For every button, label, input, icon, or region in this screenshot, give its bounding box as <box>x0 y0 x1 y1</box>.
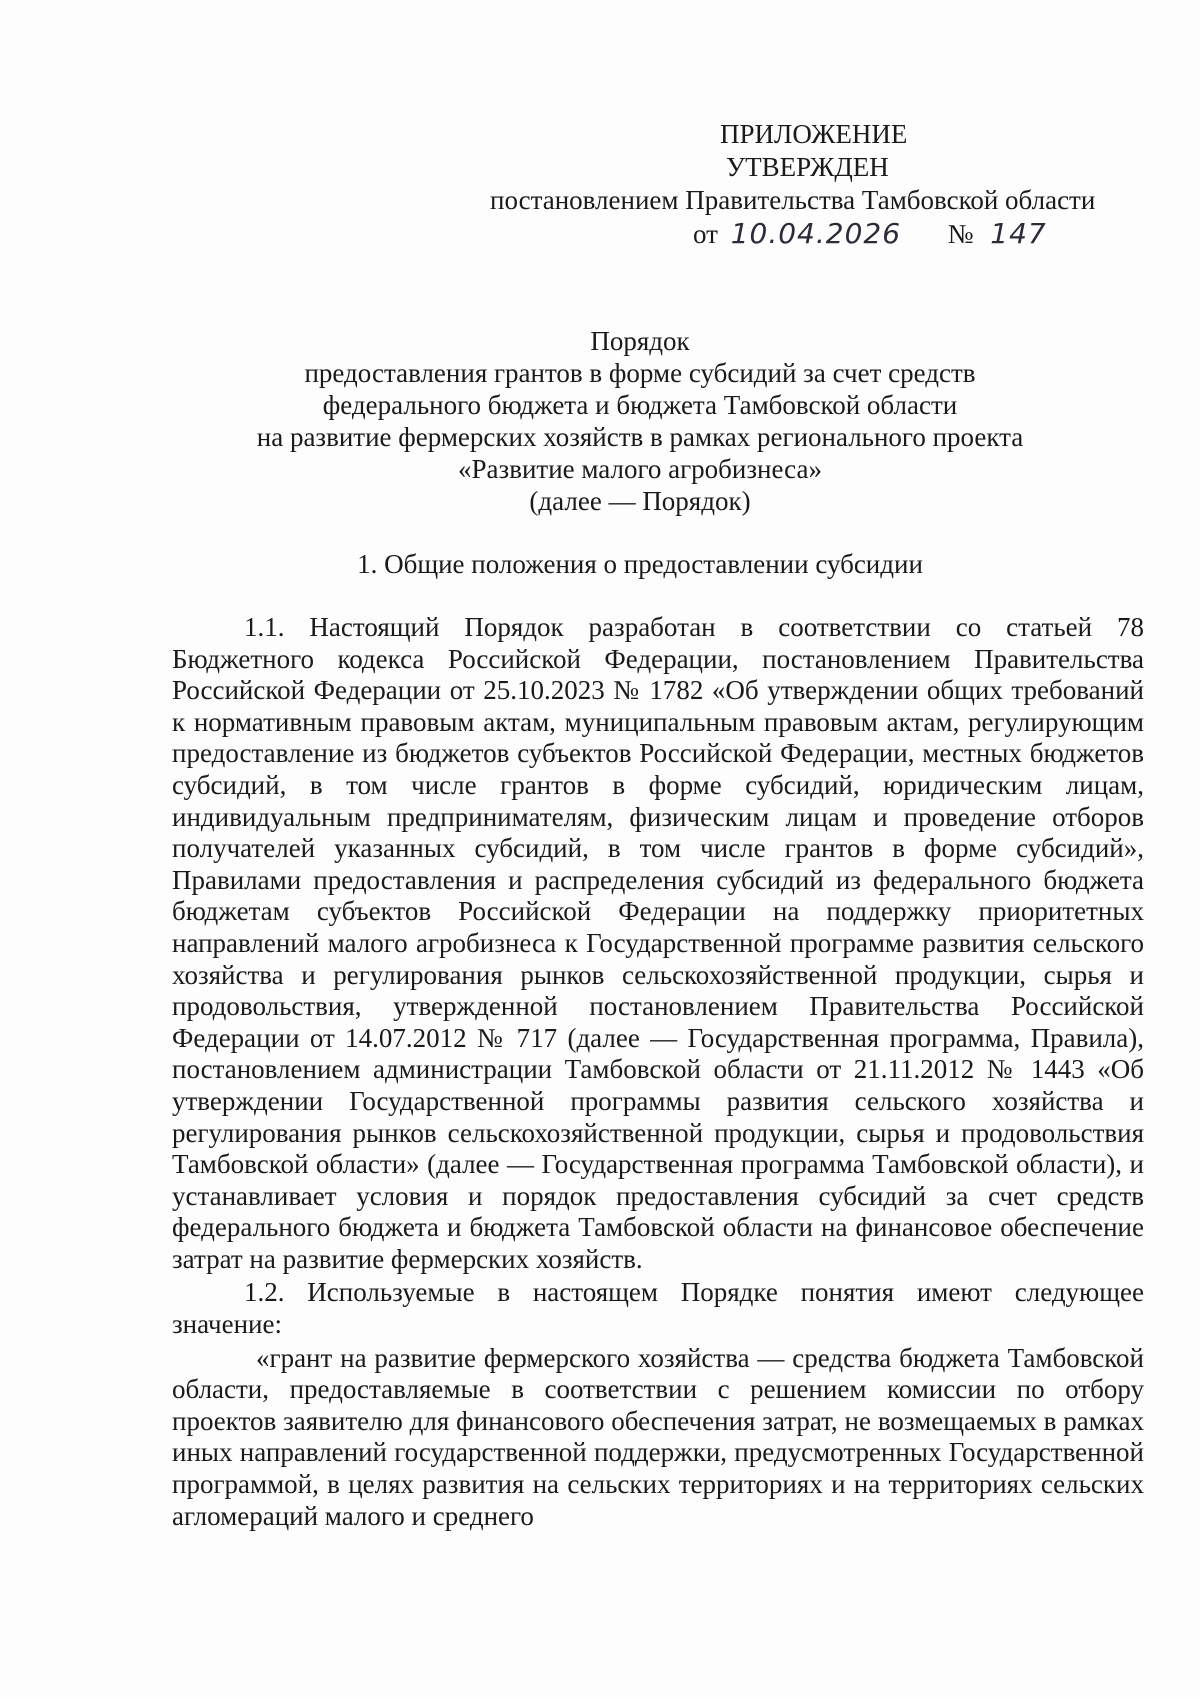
paragraph-1-1: 1.1. Настоящий Порядок разработан в соответствии со статьей 78 Бюджетного кодекса Российской Федерации, постановлением Правительства Российской Федерации от 25.10.2023 № 1782 «Об утверждении общих требований к нормативным правовым актам, муниципальным правовым актам, регулирующим предоставление из бюджетов субъектов Российской Федерации, местных бюджетов субсидий, в том числе грантов в форме субсидий, юридическим лицам, индивидуальным предпринимателям, физическим лицам и проведение отборов получателей указанных субсидий, в том числе грантов в форме субсидий», Правилами предоставления и распределения субсидий из федерального бюджета бюджетам субъектов Российской Федерации на поддержку приоритетных направлений малого агробизнеса к Государственной программе развития сельского хозяйства и регулирования рынков сельскохозяйственной продукции, сырья и продовольствия, утвержденной постановлением Правительства Российской Федерации от 14.07.2012 № 717 (далее — Государственная программа, Правила), постановлением администрации Тамбовской области от 21.11.2012 № 1443 «Об утверждении Государственной программы развития сельского хозяйства и регулирования рынков сельскохозяйственной продукции, сырья и продовольствия Тамбовской области» (далее — Государственная программа Тамбовской области), и устанавливает условия и порядок предоставления субсидий за счет средств федерального бюджета и бюджета Тамбовской области на финансовое обеспечение затрат на развитие фермерских хозяйств. <box>172 612 1144 1274</box>
approved-label: УТВЕРЖДЕН <box>726 152 889 182</box>
body-text <box>172 612 1144 1534</box>
section-heading: 1. Общие положения о предоставлении субсидии <box>357 549 923 579</box>
appendix-label: ПРИЛОЖЕНИЕ <box>720 119 908 149</box>
decree-line: постановлением Правительства Тамбовской области <box>490 185 1096 215</box>
number-label: № <box>947 219 974 249</box>
title-line-5: «Развитие малого агробизнеса» <box>458 454 822 484</box>
handwritten-number: 147 <box>990 217 1047 250</box>
date-prefix: от <box>693 219 718 249</box>
title-line-3: федерального бюджета и бюджета Тамбовской области <box>322 390 958 420</box>
approval-block <box>480 118 1130 251</box>
definition-paragraph: «грант на развитие фермерского хозяйства — средства бюджета Тамбовской области, предоставляемые в соответствии с решением комиссии по отбору проектов заявителю для финансового обеспечения затрат, не возмещаемых в рамках иных направлений государственной поддержки, предусмотренных Государственной программой, в целях развития на сельских территориях и на территориях сельских агломераций малого и среднего <box>172 1342 1144 1531</box>
title-line-1: Порядок <box>590 326 690 356</box>
handwritten-date: 10.04.2026 <box>730 217 902 250</box>
document-title <box>170 325 1110 517</box>
title-line-6: (далее — Порядок) <box>529 486 751 516</box>
title-line-4: на развитие фермерских хозяйств в рамках регионального проекта <box>256 422 1024 452</box>
title-line-2: предоставления грантов в форме субсидий за счет средств <box>304 358 976 388</box>
paragraph-1-2: 1.2. Используемые в настоящем Порядке понятия имеют следующее значение: <box>172 1277 1144 1340</box>
date-line <box>480 217 1130 251</box>
